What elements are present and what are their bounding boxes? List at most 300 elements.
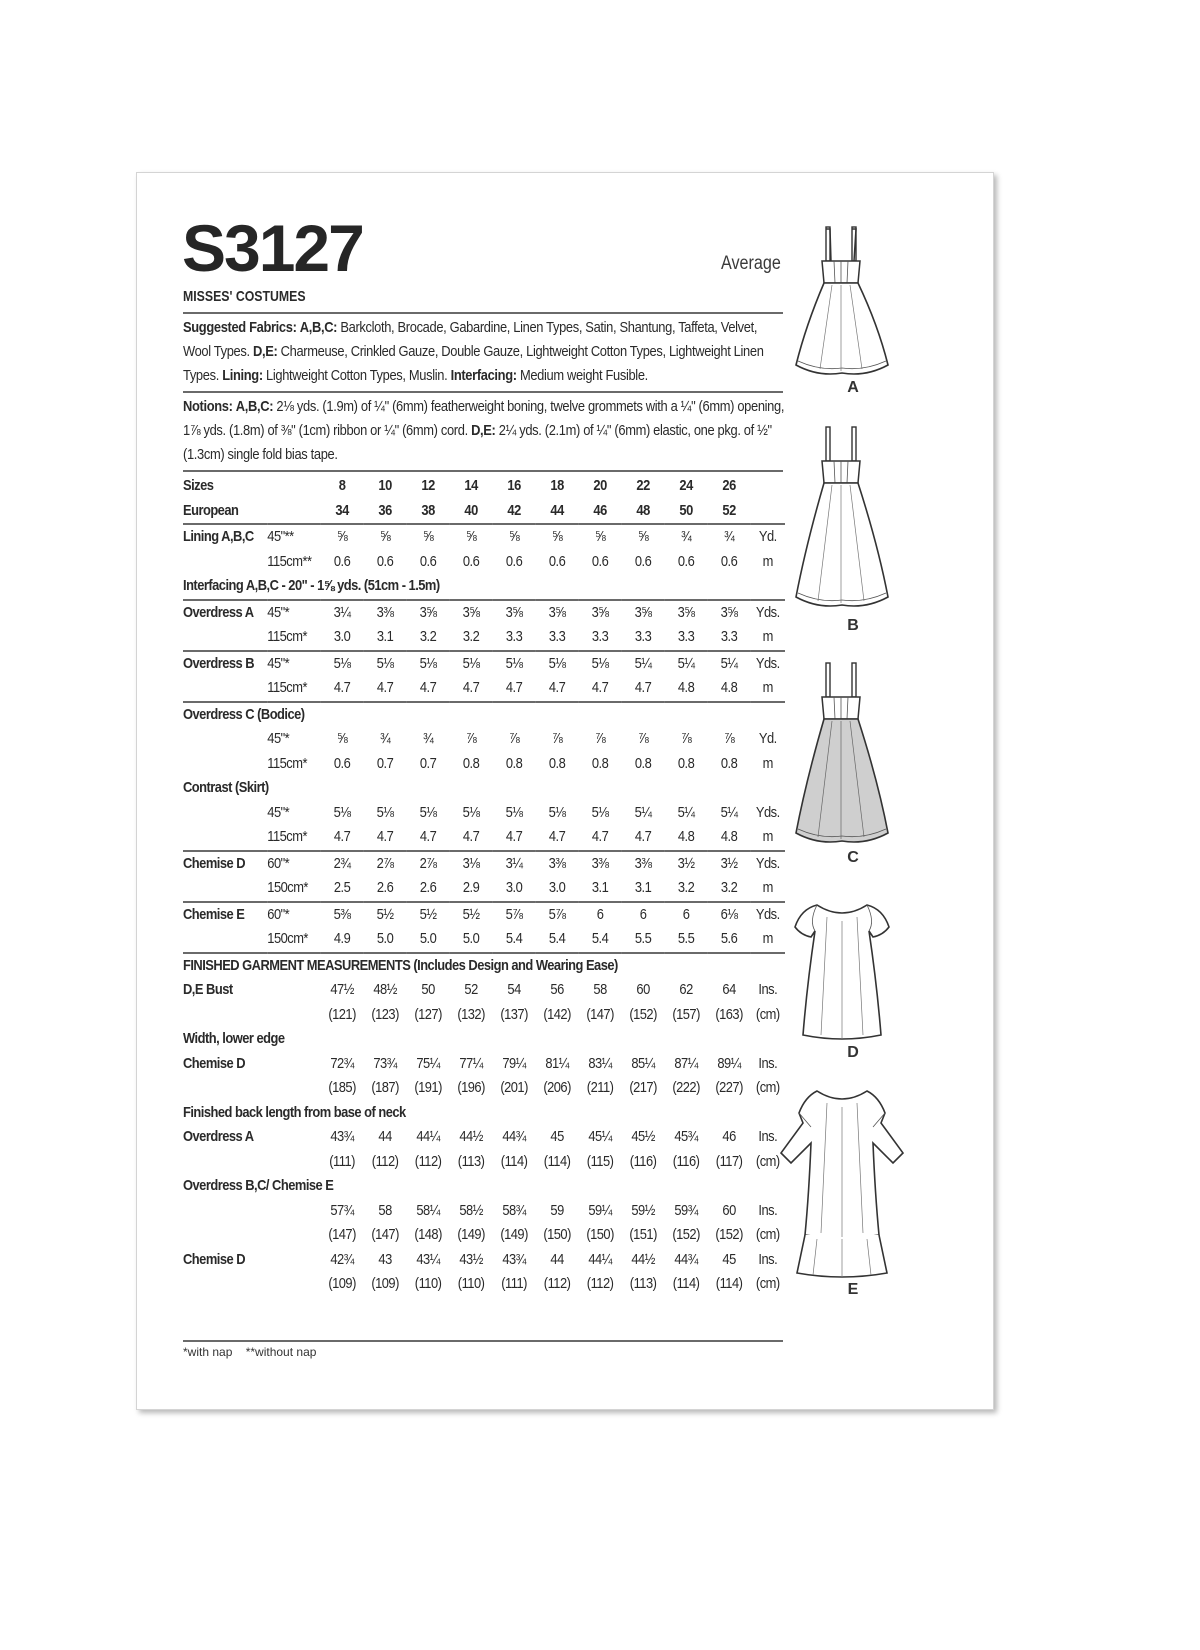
table-cell: 58¾ — [502, 1201, 526, 1219]
table-cell: Finished back length from base of neck — [183, 1103, 406, 1121]
table-cell: (116) — [629, 1152, 657, 1170]
table-cell: (187) — [371, 1079, 399, 1097]
table-cell: (201) — [500, 1079, 528, 1097]
table-cell: 3⅝ — [677, 603, 695, 621]
table-cell — [751, 474, 785, 499]
table-cell: 0.6 — [376, 552, 394, 570]
table-cell: 5¼ — [634, 803, 652, 821]
table-cell: ⅞ — [508, 730, 520, 748]
table-cell: 3¼ — [333, 603, 351, 621]
table-cell: Overdress A — [183, 603, 254, 621]
table-cell — [183, 676, 267, 702]
table-cell: 48½ — [373, 981, 397, 999]
view-label-c: C — [847, 849, 859, 866]
table-cell: 36 — [364, 499, 407, 525]
table-cell: 0.6 — [634, 552, 652, 570]
table-cell: 5⅞ — [505, 905, 523, 923]
table-cell: 0.8 — [548, 754, 566, 772]
table-cell: 5⅛ — [505, 654, 523, 672]
table-cell: (206) — [543, 1079, 571, 1097]
table-cell: 3.2 — [407, 625, 450, 651]
table-cell — [267, 1272, 320, 1297]
table-row — [183, 927, 785, 953]
table-cell: (110) — [414, 1275, 442, 1293]
table-cell: 5.5 — [665, 927, 708, 953]
table-row — [183, 600, 785, 626]
notions: Notions: A,B,C: 2⅛ yds. (1.9m) of ¼" (6mm) featherweight boning, twelve grommets with a ¼" (6mm) opening, 1⅞ yds. (1.8m) of ⅜" (1cm) ribbon or ¼" (6mm) cord. D,E: 2¼ yds. (2.1m) of ¼" (6mm) elastic, one pkg. of ½" (1.3cm) single fold bias tape. — [183, 398, 785, 463]
table-cell: 45½ — [631, 1128, 655, 1146]
table-cell: 2⅞ — [419, 854, 437, 872]
table-cell: (151) — [629, 1226, 657, 1244]
table-cell: 3¼ — [505, 854, 523, 872]
table-cell: ⅞ — [594, 730, 606, 748]
table-cell: (148) — [414, 1226, 442, 1244]
table-cell: 3.1 — [579, 876, 622, 902]
table-cell: 57¾ — [330, 1201, 354, 1219]
table-cell: 45"* — [267, 603, 290, 621]
table-cell: (152) — [629, 1005, 657, 1023]
table-cell: (137) — [500, 1005, 528, 1023]
table-cell — [267, 978, 320, 1003]
table-cell: ¾ — [422, 730, 434, 748]
table-cell: ⅞ — [637, 730, 649, 748]
table-cell: Overdress C (Bodice) — [183, 705, 305, 723]
table-cell — [267, 499, 320, 525]
table-cell: 6 — [682, 905, 690, 923]
table-cell: ⅞ — [723, 730, 735, 748]
table-cell: Yd. — [758, 528, 777, 546]
table-cell: 64 — [722, 981, 736, 999]
table-cell: m — [751, 676, 785, 702]
table-cell: 43¾ — [502, 1250, 526, 1268]
table-row — [183, 1223, 785, 1248]
view-label-e: E — [847, 1281, 859, 1298]
table-cell: 4.7 — [321, 676, 364, 702]
table-cell: (117) — [715, 1152, 743, 1170]
table-cell: Yds. — [755, 654, 780, 672]
table-cell: 3⅝ — [462, 603, 480, 621]
table-cell: 3.3 — [579, 625, 622, 651]
table-cell: 46 — [579, 499, 622, 525]
table-cell: 3⅝ — [634, 603, 652, 621]
table-cell: 59½ — [631, 1201, 655, 1219]
table-cell — [267, 1199, 320, 1224]
bell-sleeve-tiered-chemise-icon — [777, 1083, 907, 1283]
table-row — [183, 876, 785, 902]
table-cell: (113) — [629, 1275, 657, 1293]
table-cell — [183, 1199, 267, 1224]
table-cell: (123) — [371, 1005, 399, 1023]
table-row — [183, 902, 785, 928]
table-cell: 115cm* — [267, 754, 307, 772]
sleeveless-dress-contrast-skirt-icon — [792, 661, 892, 851]
view-label-b: B — [847, 617, 859, 634]
table-cell: Ins. — [758, 981, 778, 999]
table-cell: 5½ — [376, 905, 394, 923]
table-cell: 4.7 — [364, 825, 407, 851]
table-cell: Overdress B — [183, 654, 255, 672]
table-cell: 5⅛ — [591, 654, 609, 672]
table-row — [183, 550, 785, 575]
table-cell: (cm) — [755, 1275, 780, 1293]
table-cell: 43½ — [459, 1250, 483, 1268]
table-cell: 50 — [665, 499, 708, 525]
table-cell: 59¼ — [588, 1201, 612, 1219]
table-cell: 42¾ — [330, 1250, 354, 1268]
divider — [183, 391, 783, 393]
table-cell: 3.2 — [665, 876, 708, 902]
table-cell — [183, 801, 267, 826]
table-cell: 5⅛ — [548, 654, 566, 672]
table-cell: 3⅝ — [591, 603, 609, 621]
table-cell: 4.7 — [579, 825, 622, 851]
table-cell: 4.7 — [407, 825, 450, 851]
table-cell: 56 — [550, 981, 564, 999]
table-cell: 2.6 — [407, 876, 450, 902]
table-cell: 77¼ — [459, 1054, 483, 1072]
table-cell: 5½ — [419, 905, 437, 923]
table-cell: 3⅜ — [634, 854, 652, 872]
table-cell: 5⅛ — [462, 803, 480, 821]
table-cell: (116) — [672, 1152, 700, 1170]
table-cell: 83¼ — [588, 1054, 612, 1072]
yardage-table — [183, 474, 785, 1297]
table-row — [183, 651, 785, 677]
table-cell: 0.8 — [462, 754, 480, 772]
table-cell: 26 — [722, 477, 736, 495]
table-cell: 115cm* — [267, 625, 320, 651]
table-cell: (191) — [414, 1079, 442, 1097]
table-cell: 5⅞ — [548, 905, 566, 923]
table-cell: 38 — [407, 499, 450, 525]
table-cell: 3½ — [720, 854, 738, 872]
table-cell: 2.9 — [450, 876, 493, 902]
sizes-row — [183, 474, 785, 499]
table-cell: 0.6 — [591, 552, 609, 570]
table-cell: (227) — [715, 1079, 743, 1097]
table-cell: 44½ — [459, 1128, 483, 1146]
table-cell: (150) — [543, 1226, 571, 1244]
table-cell — [183, 727, 267, 752]
table-cell: (147) — [328, 1226, 356, 1244]
table-cell: 0.8 — [591, 754, 609, 772]
table-cell: 58 — [593, 981, 607, 999]
table-cell: 0.6 — [333, 754, 351, 772]
table-row — [183, 825, 785, 851]
table-cell: 89¼ — [717, 1054, 741, 1072]
table-cell: 5⅛ — [462, 654, 480, 672]
table-row — [183, 1125, 785, 1150]
table-cell: 0.6 — [677, 552, 695, 570]
table-cell: ¾ — [680, 528, 692, 546]
table-cell: 44¼ — [588, 1250, 612, 1268]
table-row — [183, 752, 785, 777]
table-cell: 79¼ — [502, 1054, 526, 1072]
table-cell: (cm) — [755, 1005, 780, 1023]
table-cell — [183, 1272, 267, 1297]
table-cell: (142) — [543, 1005, 571, 1023]
table-cell: Overdress A — [183, 1128, 254, 1146]
table-cell: (111) — [501, 1275, 527, 1293]
table-cell: 3.2 — [450, 625, 493, 651]
table-cell: 0.7 — [419, 754, 437, 772]
table-cell: 6⅛ — [720, 905, 738, 923]
table-cell: 5⅛ — [333, 654, 351, 672]
table-cell — [183, 927, 267, 953]
table-cell: 59¾ — [674, 1201, 698, 1219]
table-cell: 12 — [421, 477, 435, 495]
table-cell: (185) — [328, 1079, 356, 1097]
fit-label: Average — [721, 253, 781, 274]
table-cell: 43¾ — [330, 1128, 354, 1146]
table-cell: 0.6 — [548, 552, 566, 570]
table-cell: 3.3 — [622, 625, 665, 651]
table-cell: 44¼ — [416, 1128, 440, 1146]
table-cell: 6 — [639, 905, 647, 923]
table-cell: ¾ — [723, 528, 735, 546]
table-cell — [183, 1150, 267, 1175]
table-cell: 3.0 — [493, 876, 536, 902]
table-cell: ⅞ — [465, 730, 477, 748]
table-cell: 0.6 — [462, 552, 480, 570]
table-cell: 115cm* — [267, 825, 320, 851]
table-cell: (109) — [371, 1275, 399, 1293]
table-cell: (114) — [500, 1152, 528, 1170]
table-cell: m — [762, 552, 773, 570]
table-cell: 2.5 — [321, 876, 364, 902]
table-cell: ⅝ — [637, 528, 649, 546]
interfacing-row — [183, 574, 785, 600]
table-cell — [751, 499, 785, 525]
table-cell: (115) — [586, 1152, 614, 1170]
table-cell: 62 — [679, 981, 693, 999]
table-cell: Ins. — [758, 1250, 778, 1268]
table-cell: 3.2 — [708, 876, 751, 902]
table-cell: 24 — [679, 477, 693, 495]
table-cell: Chemise D — [183, 1250, 246, 1268]
table-cell: 5⅛ — [419, 803, 437, 821]
table-cell: 16 — [507, 477, 521, 495]
table-cell: (114) — [543, 1152, 571, 1170]
table-cell: ⅞ — [551, 730, 563, 748]
table-cell — [183, 825, 267, 851]
table-cell: 60 — [722, 1201, 736, 1219]
table-cell: 20 — [593, 477, 607, 495]
table-cell: (cm) — [755, 1226, 780, 1244]
table-cell: 85¼ — [631, 1054, 655, 1072]
table-cell: ⅝ — [551, 528, 563, 546]
table-cell: 5½ — [462, 905, 480, 923]
table-cell: 3.0 — [321, 625, 364, 651]
table-section-heading — [183, 1027, 785, 1052]
table-cell: 5¼ — [720, 654, 738, 672]
table-cell: (149) — [500, 1226, 528, 1244]
table-cell: 87¼ — [674, 1054, 698, 1072]
table-cell: 5.6 — [708, 927, 751, 953]
table-cell: 34 — [321, 499, 364, 525]
table-cell: 44 — [378, 1128, 392, 1146]
table-cell: 6 — [596, 905, 604, 923]
table-cell: m — [751, 825, 785, 851]
table-cell — [183, 1223, 267, 1248]
table-cell: 3.1 — [622, 876, 665, 902]
table-row — [183, 851, 785, 877]
table-cell — [267, 1125, 320, 1150]
table-cell: (222) — [672, 1079, 700, 1097]
table-cell: 22 — [636, 477, 650, 495]
table-cell: ⅝ — [594, 528, 606, 546]
table-cell: 72¾ — [330, 1054, 354, 1072]
table-cell: 43 — [378, 1250, 392, 1268]
table-cell: 81¼ — [545, 1054, 569, 1072]
table-cell: 3⅜ — [376, 603, 394, 621]
table-cell: Yds. — [755, 854, 780, 872]
table-cell: 3⅝ — [419, 603, 437, 621]
table-cell: 3.1 — [364, 625, 407, 651]
table-cell: 0.6 — [333, 552, 351, 570]
table-cell: ⅝ — [465, 528, 477, 546]
table-cell: 5⅜ — [333, 905, 351, 923]
table-cell: 115cm* — [267, 676, 320, 702]
table-cell: Ins. — [758, 1054, 778, 1072]
table-cell: Width, lower edge — [183, 1030, 285, 1048]
table-cell — [267, 1223, 320, 1248]
table-cell: 150cm* — [267, 876, 320, 902]
table-cell: 60"* — [267, 854, 290, 872]
table-cell: 4.8 — [665, 825, 708, 851]
pattern-info — [183, 285, 783, 1297]
pattern-envelope-back — [136, 172, 994, 1410]
table-row — [183, 1076, 785, 1101]
table-cell: 3.3 — [665, 625, 708, 651]
table-cell: Chemise D — [183, 1054, 246, 1072]
table-cell: 73¾ — [373, 1054, 397, 1072]
table-cell: 40 — [450, 499, 493, 525]
table-cell: 5⅛ — [333, 803, 351, 821]
table-cell — [183, 625, 267, 651]
table-cell: 5.4 — [493, 927, 536, 953]
table-cell: Sizes — [183, 477, 214, 495]
table-cell: 4.7 — [622, 676, 665, 702]
table-cell: (112) — [371, 1152, 399, 1170]
table-cell: (127) — [414, 1005, 442, 1023]
table-cell: 52 — [464, 981, 478, 999]
table-cell: 50 — [421, 981, 435, 999]
table-cell: 5.5 — [622, 927, 665, 953]
table-cell: 0.7 — [376, 754, 394, 772]
table-section-heading — [183, 776, 785, 801]
table-cell: 0.6 — [505, 552, 523, 570]
table-cell: (149) — [457, 1226, 485, 1244]
table-cell: 3½ — [677, 854, 695, 872]
table-cell: 4.7 — [321, 825, 364, 851]
table-cell: 5¼ — [634, 654, 652, 672]
pattern-title: MISSES' COSTUMES — [183, 288, 306, 305]
table-cell: 4.7 — [493, 676, 536, 702]
table-cell: Overdress B,C/ Chemise E — [183, 1177, 334, 1195]
table-cell: 45"* — [267, 730, 290, 748]
table-cell: (112) — [586, 1275, 614, 1293]
table-cell: 44½ — [631, 1250, 655, 1268]
table-cell: 3⅛ — [462, 854, 480, 872]
table-cell: Chemise E — [183, 905, 245, 923]
sleeveless-dress-short-icon — [792, 225, 892, 385]
table-cell: 3⅝ — [548, 603, 566, 621]
table-cell: Ins. — [758, 1128, 778, 1146]
table-cell: 5.4 — [536, 927, 579, 953]
table-cell: 75¼ — [416, 1054, 440, 1072]
pattern-number: S3127 — [182, 211, 363, 285]
table-cell: 4.8 — [708, 825, 751, 851]
table-cell: Interfacing A,B,C - 20" - 1⅝ yds. (51cm - 1.5m) — [183, 574, 785, 600]
table-cell — [267, 1076, 320, 1101]
table-cell: (163) — [715, 1005, 743, 1023]
table-cell: (cm) — [755, 1152, 780, 1170]
table-cell: Yds. — [755, 803, 780, 821]
divider — [183, 470, 783, 472]
table-row — [183, 1150, 785, 1175]
table-cell: 2.6 — [364, 876, 407, 902]
table-cell: 4.7 — [622, 825, 665, 851]
table-cell: 58 — [378, 1201, 392, 1219]
table-cell: 5¼ — [677, 654, 695, 672]
table-cell — [183, 550, 267, 575]
table-row — [183, 1199, 785, 1224]
table-cell: 45¾ — [674, 1128, 698, 1146]
table-cell: (152) — [715, 1226, 743, 1244]
table-cell: 5⅛ — [376, 803, 394, 821]
table-cell: 3.3 — [708, 625, 751, 651]
table-cell: (112) — [543, 1275, 571, 1293]
table-cell: 2⅞ — [376, 854, 394, 872]
table-cell: (211) — [586, 1079, 614, 1097]
divider — [183, 312, 783, 314]
table-cell: (147) — [586, 1005, 614, 1023]
table-cell: 4.7 — [579, 676, 622, 702]
table-cell: (110) — [457, 1275, 485, 1293]
table-cell: 10 — [378, 477, 392, 495]
table-section-heading — [183, 702, 785, 728]
sleeveless-dress-long-icon — [792, 425, 892, 615]
table-cell: 44¾ — [674, 1250, 698, 1268]
table-cell: m — [762, 754, 773, 772]
table-row — [183, 1052, 785, 1077]
table-cell: ⅝ — [508, 528, 520, 546]
table-cell — [267, 1052, 320, 1077]
table-cell: 5¼ — [720, 803, 738, 821]
european-sizes-row — [183, 499, 785, 525]
table-cell: 0.8 — [634, 754, 652, 772]
table-cell: m — [751, 625, 785, 651]
table-cell: 45"* — [267, 803, 290, 821]
table-cell: 14 — [464, 477, 478, 495]
table-cell: 0.8 — [677, 754, 695, 772]
table-cell: 2¾ — [333, 854, 351, 872]
table-cell: 5.0 — [407, 927, 450, 953]
table-cell: European — [183, 499, 267, 525]
table-cell: (217) — [629, 1079, 657, 1097]
table-cell: 5⅛ — [376, 654, 394, 672]
table-cell: 45 — [722, 1250, 736, 1268]
table-cell: 5.4 — [579, 927, 622, 953]
table-cell: 47½ — [330, 981, 354, 999]
table-cell: 3.3 — [536, 625, 579, 651]
table-cell: 0.6 — [419, 552, 437, 570]
table-cell: (157) — [672, 1005, 700, 1023]
table-cell: 3⅝ — [720, 603, 738, 621]
table-cell: 44¾ — [502, 1128, 526, 1146]
table-cell: 5⅛ — [591, 803, 609, 821]
